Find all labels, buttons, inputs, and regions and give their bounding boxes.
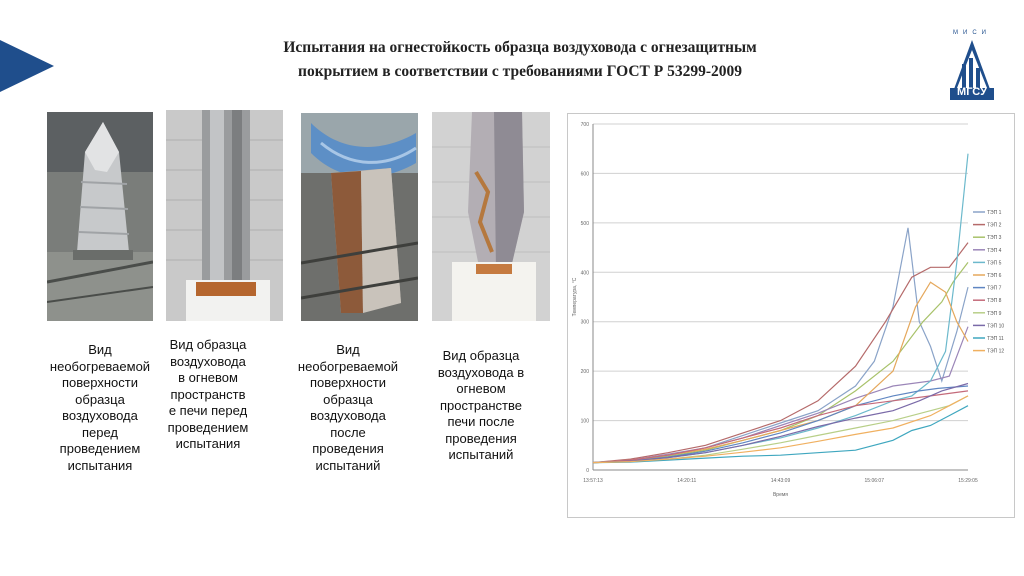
series-line [593, 406, 968, 463]
caption-line: после [330, 424, 366, 440]
mgsu-logo [948, 30, 996, 102]
legend-label: ТЭП 3 [987, 235, 1002, 242]
legend-label: ТЭП 5 [987, 260, 1002, 267]
caption-line: Вид образца [442, 348, 520, 363]
caption-line: испытаний [315, 457, 381, 473]
legend-label: ТЭП 11 [987, 336, 1004, 342]
legend-label: ТЭП 7 [987, 285, 1002, 292]
photo-caption-2 [156, 337, 260, 453]
temperature-chart [568, 114, 1014, 517]
legend-label: ТЭП 4 [987, 247, 1002, 254]
caption-line: необогреваемой [49, 358, 151, 374]
y-tick-label: 500 [580, 220, 589, 227]
y-tick-label: 200 [580, 369, 589, 376]
x-tick-label: 14:43:09 [770, 478, 791, 484]
y-tick-label: 0 [586, 468, 589, 474]
caption-line: пространств [170, 386, 246, 402]
y-tick-label: 300 [580, 319, 589, 326]
caption-line: воздуховода [62, 408, 138, 423]
y-tick-label: 600 [580, 171, 589, 178]
photo-caption-4 [426, 348, 536, 464]
caption-line: огневом [456, 381, 506, 396]
caption-line: поверхности [310, 375, 386, 390]
caption-line: испытания [175, 436, 241, 451]
caption-line: воздуховода [310, 408, 386, 423]
caption-line: образца [75, 391, 125, 407]
slide-arrow-decoration [0, 40, 54, 92]
caption-line: печи после [447, 414, 515, 429]
caption-line: Вид [88, 342, 112, 357]
series-line [593, 396, 968, 463]
caption-line: проведения [312, 441, 384, 456]
y-axis-label: Температура, °С [572, 277, 578, 317]
photo-caption-1 [38, 342, 162, 474]
caption-line: проведением [167, 419, 249, 435]
y-tick-label: 100 [580, 418, 589, 425]
caption-line: е печи перед [168, 403, 248, 418]
legend-label: ТЭП 10 [987, 323, 1005, 330]
legend-label: ТЭП 9 [987, 310, 1002, 317]
caption-line: образца [323, 391, 373, 407]
caption-line: необогреваемой [297, 358, 399, 374]
series-line [593, 396, 968, 463]
caption-line: Вид [336, 342, 360, 357]
caption-line: воздуховода [170, 353, 246, 369]
photo-furnace-before [166, 110, 283, 321]
photo-unheated-after [301, 113, 418, 321]
series-line [593, 391, 968, 463]
legend-label: ТЭП 6 [987, 273, 1002, 279]
series-line [593, 243, 968, 463]
x-tick-label: 15:29:05 [958, 478, 978, 484]
logo-caption: МГСУ [957, 86, 987, 98]
series-line [593, 282, 968, 462]
photo-furnace-after [432, 112, 550, 321]
caption-line: проведения [445, 430, 517, 446]
series-line [593, 386, 968, 463]
x-tick-label: 15:06:07 [864, 478, 884, 484]
photo-unheated-before [47, 112, 153, 321]
y-tick-label: 700 [580, 122, 589, 128]
caption-line: проведением [59, 441, 141, 456]
caption-line: перед [81, 424, 119, 440]
x-axis-label: Время [772, 492, 789, 498]
title-line-1: Испытания на огнестойкость образца воздуховода с огнезащитным [283, 39, 757, 56]
slide-title [150, 36, 890, 84]
legend-label: ТЭП 12 [987, 348, 1005, 355]
y-tick-label: 400 [580, 270, 589, 277]
logo-letters: МИСИ [953, 30, 991, 36]
x-tick-label: 14:20:11 [677, 478, 697, 484]
temperature-chart-frame [567, 113, 1015, 518]
photo-caption-3 [286, 342, 410, 474]
caption-line: испытания [67, 457, 133, 473]
caption-line: в огневом [178, 370, 238, 385]
caption-line: поверхности [62, 375, 138, 390]
caption-line: пространстве [439, 397, 523, 413]
caption-line: испытаний [448, 447, 514, 462]
caption-line: Вид образца [169, 337, 247, 352]
legend-label: ТЭП 1 [987, 210, 1002, 216]
caption-line: воздуховода в [437, 364, 525, 380]
x-tick-label: 13:57:13 [583, 478, 603, 484]
legend-label: ТЭП 8 [987, 298, 1002, 305]
title-line-2: покрытием в соответствии с требованиями ГОСТ Р 53299-2009 [298, 63, 742, 80]
legend-label: ТЭП 2 [987, 222, 1002, 229]
